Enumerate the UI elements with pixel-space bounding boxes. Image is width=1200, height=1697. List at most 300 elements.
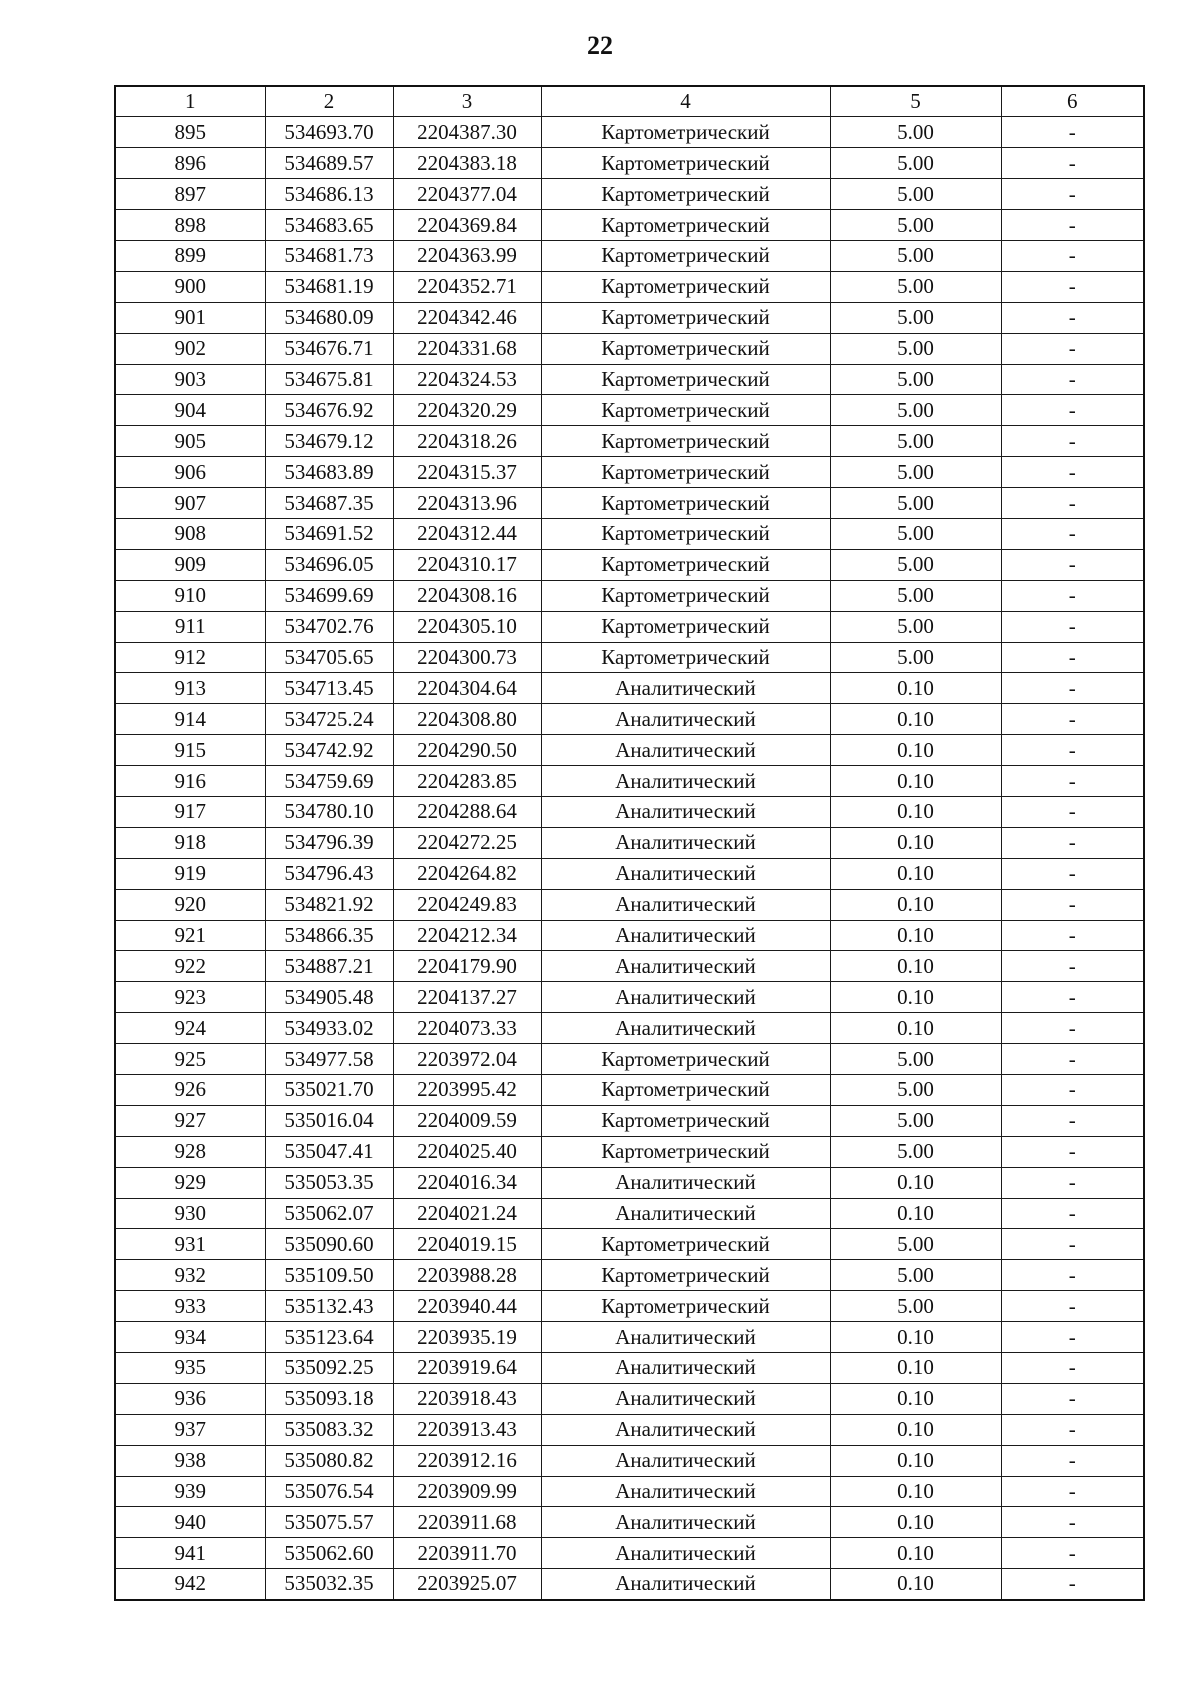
x-coordinate-cell: 534696.05 [265,549,393,580]
point-number-cell: 928 [115,1136,265,1167]
table-row [115,395,1144,426]
description-cell: - [1001,1353,1144,1384]
precision-cell: 5.00 [830,518,1001,549]
x-coordinate-cell: 535092.25 [265,1353,393,1384]
table-row [115,271,1144,302]
table-row [115,1167,1144,1198]
description-cell: - [1001,426,1144,457]
method-cell: Аналитический [541,827,830,858]
table-row [115,1044,1144,1075]
y-coordinate-cell: 2204304.64 [393,673,541,704]
description-cell: - [1001,364,1144,395]
table-row [115,1260,1144,1291]
description-cell: - [1001,611,1144,642]
table-row [115,1229,1144,1260]
y-coordinate-cell: 2204073.33 [393,1013,541,1044]
page-number: 22 [587,31,613,60]
y-coordinate-cell: 2204272.25 [393,827,541,858]
description-cell: - [1001,1198,1144,1229]
y-coordinate-cell: 2204312.44 [393,518,541,549]
precision-cell: 0.10 [830,735,1001,766]
method-cell: Картометрический [541,333,830,364]
table-row [115,766,1144,797]
table-row [115,210,1144,241]
point-number-cell: 942 [115,1569,265,1600]
y-coordinate-cell: 2203935.19 [393,1322,541,1353]
description-cell: - [1001,518,1144,549]
table-row [115,1476,1144,1507]
method-cell: Аналитический [541,704,830,735]
x-coordinate-cell: 534676.71 [265,333,393,364]
precision-cell: 5.00 [830,488,1001,519]
y-coordinate-cell: 2204383.18 [393,148,541,179]
method-cell: Картометрический [541,457,830,488]
precision-cell: 5.00 [830,240,1001,271]
description-cell: - [1001,549,1144,580]
point-number-cell: 917 [115,796,265,827]
description-cell: - [1001,271,1144,302]
y-coordinate-cell: 2204308.16 [393,580,541,611]
precision-cell: 0.10 [830,951,1001,982]
point-number-cell: 924 [115,1013,265,1044]
column-header: 3 [393,86,541,117]
method-cell: Картометрический [541,1291,830,1322]
table-row [115,117,1144,148]
y-coordinate-cell: 2204352.71 [393,271,541,302]
description-cell: - [1001,210,1144,241]
y-coordinate-cell: 2203911.70 [393,1538,541,1569]
table-row [115,148,1144,179]
coordinates-table [114,85,1145,1601]
x-coordinate-cell: 534705.65 [265,642,393,673]
x-coordinate-cell: 534686.13 [265,179,393,210]
description-cell: - [1001,302,1144,333]
point-number-cell: 912 [115,642,265,673]
description-cell: - [1001,704,1144,735]
method-cell: Аналитический [541,1414,830,1445]
y-coordinate-cell: 2204324.53 [393,364,541,395]
precision-cell: 5.00 [830,1136,1001,1167]
column-header: 4 [541,86,830,117]
point-number-cell: 900 [115,271,265,302]
description-cell: - [1001,735,1144,766]
x-coordinate-cell: 534866.35 [265,920,393,951]
description-cell: - [1001,1507,1144,1538]
method-cell: Аналитический [541,1013,830,1044]
table-row [115,1538,1144,1569]
method-cell: Картометрический [541,148,830,179]
method-cell: Картометрический [541,271,830,302]
table-row [115,611,1144,642]
x-coordinate-cell: 534680.09 [265,302,393,333]
y-coordinate-cell: 2204377.04 [393,179,541,210]
point-number-cell: 921 [115,920,265,951]
x-coordinate-cell: 535021.70 [265,1075,393,1106]
table-row [115,1322,1144,1353]
description-cell: - [1001,1538,1144,1569]
column-header: 2 [265,86,393,117]
x-coordinate-cell: 535123.64 [265,1322,393,1353]
description-cell: - [1001,673,1144,704]
point-number-cell: 916 [115,766,265,797]
point-number-cell: 938 [115,1445,265,1476]
method-cell: Картометрический [541,1044,830,1075]
y-coordinate-cell: 2203940.44 [393,1291,541,1322]
point-number-cell: 906 [115,457,265,488]
point-number-cell: 934 [115,1322,265,1353]
y-coordinate-cell: 2204283.85 [393,766,541,797]
precision-cell: 5.00 [830,1075,1001,1106]
x-coordinate-cell: 534681.19 [265,271,393,302]
precision-cell: 5.00 [830,549,1001,580]
y-coordinate-cell: 2204313.96 [393,488,541,519]
precision-cell: 0.10 [830,766,1001,797]
description-cell: - [1001,889,1144,920]
method-cell: Картометрический [541,395,830,426]
precision-cell: 0.10 [830,858,1001,889]
method-cell: Аналитический [541,1538,830,1569]
table-body [115,117,1144,1600]
table-row [115,858,1144,889]
point-number-cell: 930 [115,1198,265,1229]
y-coordinate-cell: 2204025.40 [393,1136,541,1167]
description-cell: - [1001,1414,1144,1445]
table-row [115,518,1144,549]
precision-cell: 0.10 [830,1414,1001,1445]
y-coordinate-cell: 2203913.43 [393,1414,541,1445]
method-cell: Картометрический [541,240,830,271]
point-number-cell: 927 [115,1105,265,1136]
method-cell: Картометрический [541,642,830,673]
table-row [115,673,1144,704]
precision-cell: 5.00 [830,1229,1001,1260]
table-row [115,1291,1144,1322]
precision-cell: 0.10 [830,673,1001,704]
description-cell: - [1001,457,1144,488]
point-number-cell: 918 [115,827,265,858]
x-coordinate-cell: 534796.43 [265,858,393,889]
description-cell: - [1001,1075,1144,1106]
table-row [115,796,1144,827]
x-coordinate-cell: 534821.92 [265,889,393,920]
description-cell: - [1001,148,1144,179]
method-cell: Аналитический [541,858,830,889]
table-row [115,1136,1144,1167]
x-coordinate-cell: 534933.02 [265,1013,393,1044]
description-cell: - [1001,1476,1144,1507]
point-number-cell: 908 [115,518,265,549]
y-coordinate-cell: 2204305.10 [393,611,541,642]
description-cell: - [1001,766,1144,797]
description-cell: - [1001,333,1144,364]
point-number-cell: 911 [115,611,265,642]
precision-cell: 0.10 [830,889,1001,920]
x-coordinate-cell: 534679.12 [265,426,393,457]
y-coordinate-cell: 2204137.27 [393,982,541,1013]
column-header: 6 [1001,86,1144,117]
method-cell: Аналитический [541,1353,830,1384]
description-cell: - [1001,117,1144,148]
precision-cell: 5.00 [830,117,1001,148]
method-cell: Картометрический [541,518,830,549]
x-coordinate-cell: 535075.57 [265,1507,393,1538]
x-coordinate-cell: 534742.92 [265,735,393,766]
method-cell: Аналитический [541,1383,830,1414]
method-cell: Картометрический [541,302,830,333]
description-cell: - [1001,1322,1144,1353]
precision-cell: 5.00 [830,333,1001,364]
method-cell: Аналитический [541,673,830,704]
table-row [115,704,1144,735]
method-cell: Аналитический [541,1198,830,1229]
description-cell: - [1001,1136,1144,1167]
x-coordinate-cell: 534687.35 [265,488,393,519]
x-coordinate-cell: 534759.69 [265,766,393,797]
point-number-cell: 903 [115,364,265,395]
table-row [115,1507,1144,1538]
point-number-cell: 940 [115,1507,265,1538]
point-number-cell: 926 [115,1075,265,1106]
point-number-cell: 915 [115,735,265,766]
method-cell: Аналитический [541,766,830,797]
description-cell: - [1001,1260,1144,1291]
method-cell: Аналитический [541,1322,830,1353]
y-coordinate-cell: 2204331.68 [393,333,541,364]
table-row [115,1569,1144,1600]
precision-cell: 0.10 [830,1507,1001,1538]
method-cell: Аналитический [541,1445,830,1476]
precision-cell: 5.00 [830,1044,1001,1075]
y-coordinate-cell: 2204300.73 [393,642,541,673]
x-coordinate-cell: 535093.18 [265,1383,393,1414]
table-row [115,240,1144,271]
precision-cell: 5.00 [830,364,1001,395]
x-coordinate-cell: 534683.65 [265,210,393,241]
method-cell: Картометрический [541,210,830,241]
x-coordinate-cell: 535047.41 [265,1136,393,1167]
column-header: 1 [115,86,265,117]
y-coordinate-cell: 2204288.64 [393,796,541,827]
y-coordinate-cell: 2203988.28 [393,1260,541,1291]
y-coordinate-cell: 2203995.42 [393,1075,541,1106]
description-cell: - [1001,1013,1144,1044]
method-cell: Аналитический [541,920,830,951]
table-row [115,827,1144,858]
table-row [115,920,1144,951]
y-coordinate-cell: 2204019.15 [393,1229,541,1260]
point-number-cell: 925 [115,1044,265,1075]
method-cell: Аналитический [541,796,830,827]
description-cell: - [1001,858,1144,889]
x-coordinate-cell: 534683.89 [265,457,393,488]
table-row [115,1198,1144,1229]
table-row [115,364,1144,395]
description-cell: - [1001,642,1144,673]
x-coordinate-cell: 534689.57 [265,148,393,179]
description-cell: - [1001,395,1144,426]
y-coordinate-cell: 2204308.80 [393,704,541,735]
precision-cell: 5.00 [830,1260,1001,1291]
y-coordinate-cell: 2204342.46 [393,302,541,333]
table-row [115,1105,1144,1136]
point-number-cell: 919 [115,858,265,889]
y-coordinate-cell: 2204290.50 [393,735,541,766]
method-cell: Картометрический [541,488,830,519]
y-coordinate-cell: 2204315.37 [393,457,541,488]
point-number-cell: 904 [115,395,265,426]
description-cell: - [1001,240,1144,271]
point-number-cell: 922 [115,951,265,982]
precision-cell: 5.00 [830,457,1001,488]
y-coordinate-cell: 2203911.68 [393,1507,541,1538]
x-coordinate-cell: 535080.82 [265,1445,393,1476]
y-coordinate-cell: 2204009.59 [393,1105,541,1136]
precision-cell: 0.10 [830,1383,1001,1414]
precision-cell: 5.00 [830,395,1001,426]
point-number-cell: 933 [115,1291,265,1322]
precision-cell: 0.10 [830,1353,1001,1384]
point-number-cell: 932 [115,1260,265,1291]
description-cell: - [1001,796,1144,827]
method-cell: Аналитический [541,1476,830,1507]
x-coordinate-cell: 534702.76 [265,611,393,642]
point-number-cell: 931 [115,1229,265,1260]
x-coordinate-cell: 535053.35 [265,1167,393,1198]
x-coordinate-cell: 534977.58 [265,1044,393,1075]
precision-cell: 0.10 [830,1476,1001,1507]
y-coordinate-cell: 2204369.84 [393,210,541,241]
x-coordinate-cell: 535016.04 [265,1105,393,1136]
precision-cell: 0.10 [830,827,1001,858]
method-cell: Картометрический [541,549,830,580]
x-coordinate-cell: 535062.07 [265,1198,393,1229]
point-number-cell: 935 [115,1353,265,1384]
method-cell: Картометрический [541,1075,830,1106]
method-cell: Картометрический [541,1136,830,1167]
method-cell: Аналитический [541,951,830,982]
method-cell: Аналитический [541,1167,830,1198]
precision-cell: 0.10 [830,704,1001,735]
precision-cell: 0.10 [830,982,1001,1013]
column-header: 5 [830,86,1001,117]
y-coordinate-cell: 2204363.99 [393,240,541,271]
precision-cell: 5.00 [830,179,1001,210]
description-cell: - [1001,179,1144,210]
x-coordinate-cell: 535090.60 [265,1229,393,1260]
point-number-cell: 898 [115,210,265,241]
x-coordinate-cell: 535076.54 [265,1476,393,1507]
precision-cell: 5.00 [830,1291,1001,1322]
table-row [115,488,1144,519]
table-row [115,951,1144,982]
table-row [115,549,1144,580]
table-row [115,1445,1144,1476]
point-number-cell: 923 [115,982,265,1013]
x-coordinate-cell: 534675.81 [265,364,393,395]
table-row [115,1383,1144,1414]
table-row [115,1414,1144,1445]
method-cell: Картометрический [541,580,830,611]
table-row [115,426,1144,457]
precision-cell: 5.00 [830,580,1001,611]
x-coordinate-cell: 534693.70 [265,117,393,148]
x-coordinate-cell: 534713.45 [265,673,393,704]
method-cell: Аналитический [541,1507,830,1538]
point-number-cell: 914 [115,704,265,735]
method-cell: Аналитический [541,889,830,920]
precision-cell: 0.10 [830,796,1001,827]
precision-cell: 5.00 [830,302,1001,333]
table-row [115,1013,1144,1044]
x-coordinate-cell: 535132.43 [265,1291,393,1322]
description-cell: - [1001,1291,1144,1322]
table-row [115,1353,1144,1384]
x-coordinate-cell: 535032.35 [265,1569,393,1600]
table-row [115,889,1144,920]
y-coordinate-cell: 2204016.34 [393,1167,541,1198]
description-cell: - [1001,951,1144,982]
y-coordinate-cell: 2204264.82 [393,858,541,889]
precision-cell: 5.00 [830,1105,1001,1136]
description-cell: - [1001,827,1144,858]
point-number-cell: 939 [115,1476,265,1507]
point-number-cell: 905 [115,426,265,457]
y-coordinate-cell: 2204212.34 [393,920,541,951]
precision-cell: 0.10 [830,920,1001,951]
point-number-cell: 913 [115,673,265,704]
table-row [115,735,1144,766]
precision-cell: 5.00 [830,426,1001,457]
y-coordinate-cell: 2204249.83 [393,889,541,920]
point-number-cell: 897 [115,179,265,210]
y-coordinate-cell: 2203972.04 [393,1044,541,1075]
precision-cell: 0.10 [830,1198,1001,1229]
point-number-cell: 901 [115,302,265,333]
y-coordinate-cell: 2204310.17 [393,549,541,580]
x-coordinate-cell: 534699.69 [265,580,393,611]
method-cell: Картометрический [541,426,830,457]
description-cell: - [1001,920,1144,951]
x-coordinate-cell: 534887.21 [265,951,393,982]
table-row [115,457,1144,488]
description-cell: - [1001,982,1144,1013]
precision-cell: 0.10 [830,1538,1001,1569]
description-cell: - [1001,1229,1144,1260]
x-coordinate-cell: 534780.10 [265,796,393,827]
precision-cell: 5.00 [830,210,1001,241]
table-row [115,642,1144,673]
point-number-cell: 929 [115,1167,265,1198]
y-coordinate-cell: 2203912.16 [393,1445,541,1476]
method-cell: Картометрический [541,1260,830,1291]
precision-cell: 0.10 [830,1569,1001,1600]
y-coordinate-cell: 2204179.90 [393,951,541,982]
method-cell: Аналитический [541,735,830,766]
point-number-cell: 909 [115,549,265,580]
point-number-cell: 920 [115,889,265,920]
description-cell: - [1001,1445,1144,1476]
method-cell: Картометрический [541,611,830,642]
precision-cell: 5.00 [830,642,1001,673]
point-number-cell: 937 [115,1414,265,1445]
method-cell: Аналитический [541,1569,830,1600]
x-coordinate-cell: 534676.92 [265,395,393,426]
table-header-row [115,86,1144,117]
precision-cell: 0.10 [830,1322,1001,1353]
table-row [115,179,1144,210]
x-coordinate-cell: 534725.24 [265,704,393,735]
table-row [115,982,1144,1013]
